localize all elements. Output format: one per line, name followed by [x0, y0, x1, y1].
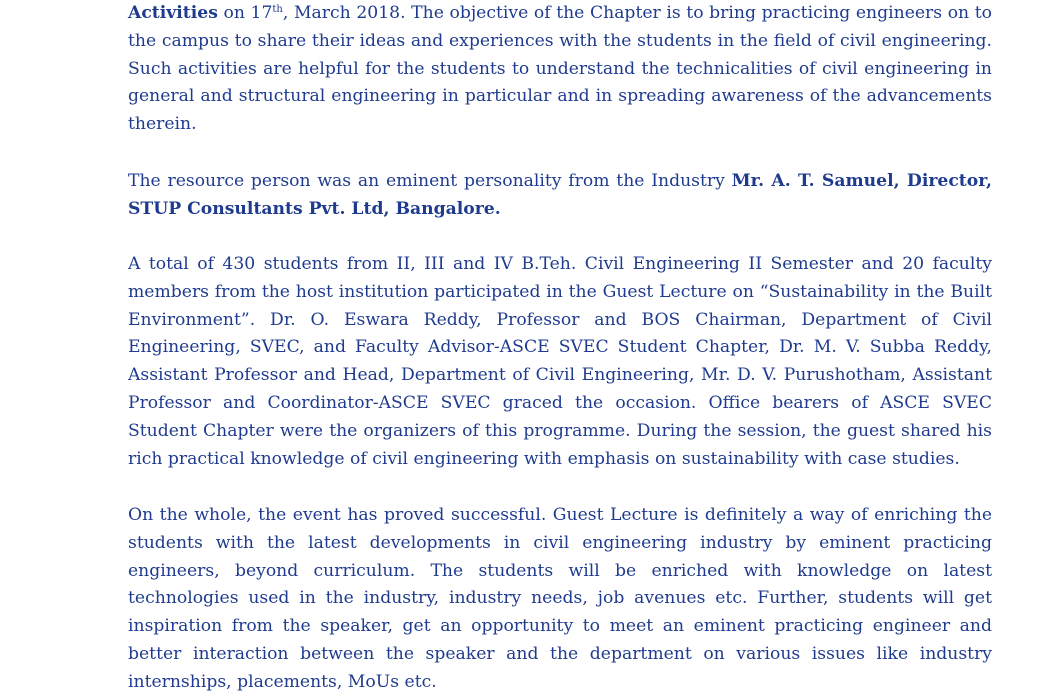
ordinal-suffix: th: [272, 4, 283, 15]
paragraph-participants: [128, 251, 992, 473]
paragraph-event-objective: [128, 0, 992, 139]
paragraph-resource-person: [128, 168, 992, 224]
bold-lead-activities: Activities: [128, 3, 218, 23]
paragraph-conclusion: [128, 502, 992, 697]
participants-text: A total of 430 students from II, III and IV B.Teh. Civil Engineering II Semester and 20 faculty members from the host institution participated in the Guest Lecture on “Sustainability in the Built Environment”. Dr. O. Eswara Reddy, Professor and BOS Chairman, Department of Civil Engineering, SVEC, and Faculty Advisor-ASCE SVEC Student Chapter, Dr. M. V. Subba Reddy, Assistant Professor and Head, Department of Civil Engineering, Mr. D. V. Purushotham, Assistant Professor and Coordinator-ASCE SVEC graced the occasion. Office bearers of ASCE SVEC Student Chapter were the organizers of this programme. During the session, the guest shared his rich practical knowledge of civil engineering with emphasis on sustainability with case studies.: [128, 254, 992, 469]
resource-person-name: Mr. A. T. Samuel, Director, STUP Consultants Pvt. Ltd, Bangalore.: [128, 171, 992, 219]
resource-person-intro: The resource person was an eminent personality from the Industry: [128, 171, 732, 191]
event-date-prefix: on 17: [217, 3, 273, 23]
conclusion-text: On the whole, the event has proved successful. Guest Lecture is definitely a way of enriching the students with the latest developments in civil engineering industry by eminent practicing engineers, beyond curriculum. The students will be enriched with knowledge on latest technologies used in the industry, industry needs, job avenues etc. Further, students will get inspiration from the speaker, get an opportunity to meet an eminent practicing engineer and better interaction between the speaker and the department on various issues like industry internships, placements, MoUs etc.: [128, 505, 992, 692]
objective-text: , March 2018. The objective of the Chapter is to bring practicing engineers on to the campus to share their ideas and experiences with the students in the field of civil engineering. Such activities are helpful for the students to understand the technicalities of civil engineering in general and structural engineering in particular and in spreading awareness of the advancements therein.: [128, 3, 992, 135]
